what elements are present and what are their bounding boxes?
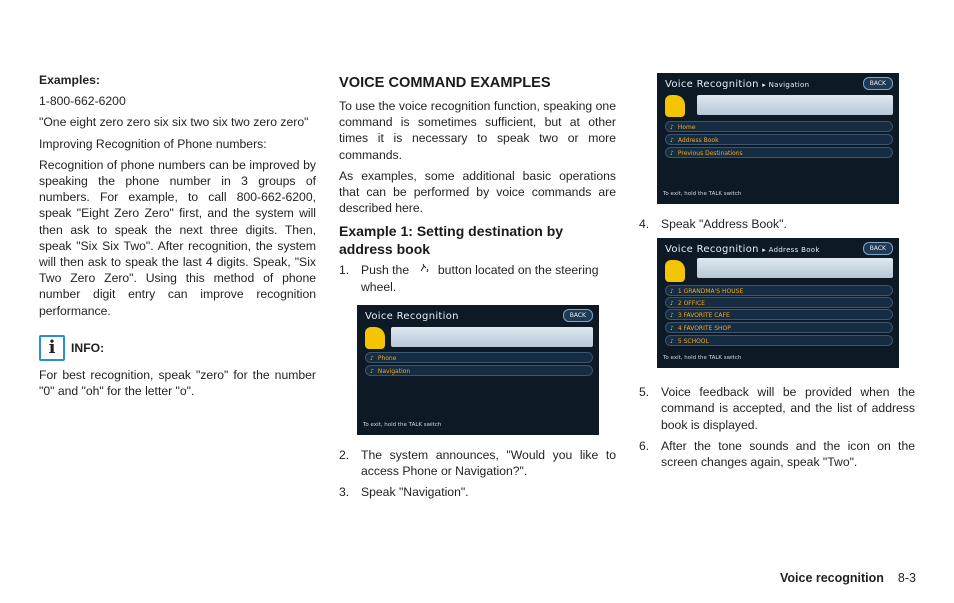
info-block xyxy=(39,335,316,361)
screen-title: Voice Recognition ▸ Address Book xyxy=(665,244,820,256)
address-item-4[interactable]: ♪ 4 FAVORITE SHOP xyxy=(665,322,893,333)
recognition-field xyxy=(697,258,893,278)
step-number: 5. xyxy=(639,385,650,400)
step-number: 4. xyxy=(639,217,650,231)
address-item-3[interactable]: ♪ 3 FAVORITE CAFE xyxy=(665,309,893,320)
menu-item-previous-destinations[interactable]: ♪ Previous Destinations xyxy=(665,147,893,158)
recognition-field xyxy=(697,95,893,115)
column-right xyxy=(639,73,915,475)
step-text: The system announces, "Would you like to access Phone or Navigation?". xyxy=(361,447,616,479)
improving-heading: Improving Recognition of Phone numbers: xyxy=(39,136,267,151)
screen-title: Voice Recognition xyxy=(365,310,459,322)
section-heading: VOICE COMMAND EXAMPLES xyxy=(339,75,551,91)
recognition-field xyxy=(391,327,593,347)
talk-button-icon xyxy=(413,262,435,278)
page-number: 8-3 xyxy=(897,571,916,585)
address-item-2[interactable]: ♪ 2 OFFICE xyxy=(665,297,893,308)
voice-head-icon xyxy=(365,327,385,349)
step-number: 2. xyxy=(339,447,350,462)
step-text: Voice feedback will be provided when the command is accepted, and the list of address book is displayed. xyxy=(661,385,915,432)
info-icon: i xyxy=(39,335,65,361)
menu-item-home[interactable]: ♪ Home xyxy=(665,121,893,132)
step-number: 1. xyxy=(339,263,350,278)
voice-head-icon xyxy=(665,95,685,117)
step-1-text-b: button located on the steering wheel. xyxy=(361,263,599,294)
intro-paragraph-2: As examples, some additional basic operations that can be performed by voice commands are described here. xyxy=(339,168,616,216)
info-label: INFO: xyxy=(71,340,105,355)
back-button[interactable]: BACK xyxy=(563,309,593,322)
step-text: Speak "Navigation". xyxy=(361,485,469,500)
step-4 xyxy=(639,216,915,232)
step-text: Speak "Address Book". xyxy=(661,217,787,231)
voice-head-icon xyxy=(665,260,685,282)
step-6 xyxy=(639,438,915,470)
info-text: For best recognition, speak "zero" for the number "0" and "oh" for the letter "o". xyxy=(39,367,316,399)
column-left xyxy=(39,72,316,404)
screen-navigation xyxy=(657,73,899,204)
example-number: 1-800-662-6200 xyxy=(39,94,126,109)
improving-paragraph: Recognition of phone numbers can be improved by speaking the phone number in 3 groups of numbers. For example, to call 800-662-6200, speak "Eight Zero Zero" first, and the system will then ask to speak the next three digits. Then, speak "Six Six Two". After recognition, the system will then ask to speak the last 4 digits. Speak, "Six Two Zero Zero". Using this method of phone number digit entry can improve recognition performance. xyxy=(39,157,316,318)
step-5 xyxy=(639,384,915,433)
screen-address-book xyxy=(657,238,899,368)
step-text: After the tone sounds and the icon on the screen changes again, speak "Two". xyxy=(661,438,915,470)
screen-footer: To exit, hold the TALK switch xyxy=(663,190,742,197)
screen-title: Voice Recognition ▸ Navigation xyxy=(665,79,810,90)
step-3 xyxy=(339,484,616,500)
step-number: 6. xyxy=(639,438,650,453)
address-item-5[interactable]: ♪ 5 SCHOOL xyxy=(665,335,893,346)
back-button[interactable]: BACK xyxy=(863,77,893,90)
page-footer xyxy=(780,571,916,585)
menu-item-address-book[interactable]: ♪ Address Book xyxy=(665,134,893,145)
menu-item-phone[interactable]: ♪ Phone xyxy=(365,352,593,363)
step-1-text-a: Push the xyxy=(361,263,410,278)
examples-heading: Examples: xyxy=(39,73,100,87)
screen-voice-recognition-main xyxy=(357,305,599,435)
menu-item-navigation[interactable]: ♪ Navigation xyxy=(365,365,593,376)
footer-section: Voice recognition xyxy=(779,571,884,585)
screen-footer: To exit, hold the TALK switch xyxy=(663,355,742,361)
back-button[interactable]: BACK xyxy=(863,242,893,255)
address-item-1[interactable]: ♪ 1 GRANDMA'S HOUSE xyxy=(665,285,893,296)
column-middle xyxy=(339,72,616,505)
screen-footer: To exit, hold the TALK switch xyxy=(363,421,442,428)
step-1 xyxy=(339,262,616,294)
example-spoken: "One eight zero zero six six two six two zero zero" xyxy=(39,115,309,130)
step-2 xyxy=(339,447,616,479)
step-number: 3. xyxy=(339,485,350,500)
intro-paragraph-1: To use the voice recognition function, speaking one command is sometimes sufficient, but at other times it is necessary to speak two or more commands. xyxy=(339,99,616,162)
example-heading: Example 1: Setting destination by address book xyxy=(339,223,564,258)
step-text xyxy=(361,262,616,294)
